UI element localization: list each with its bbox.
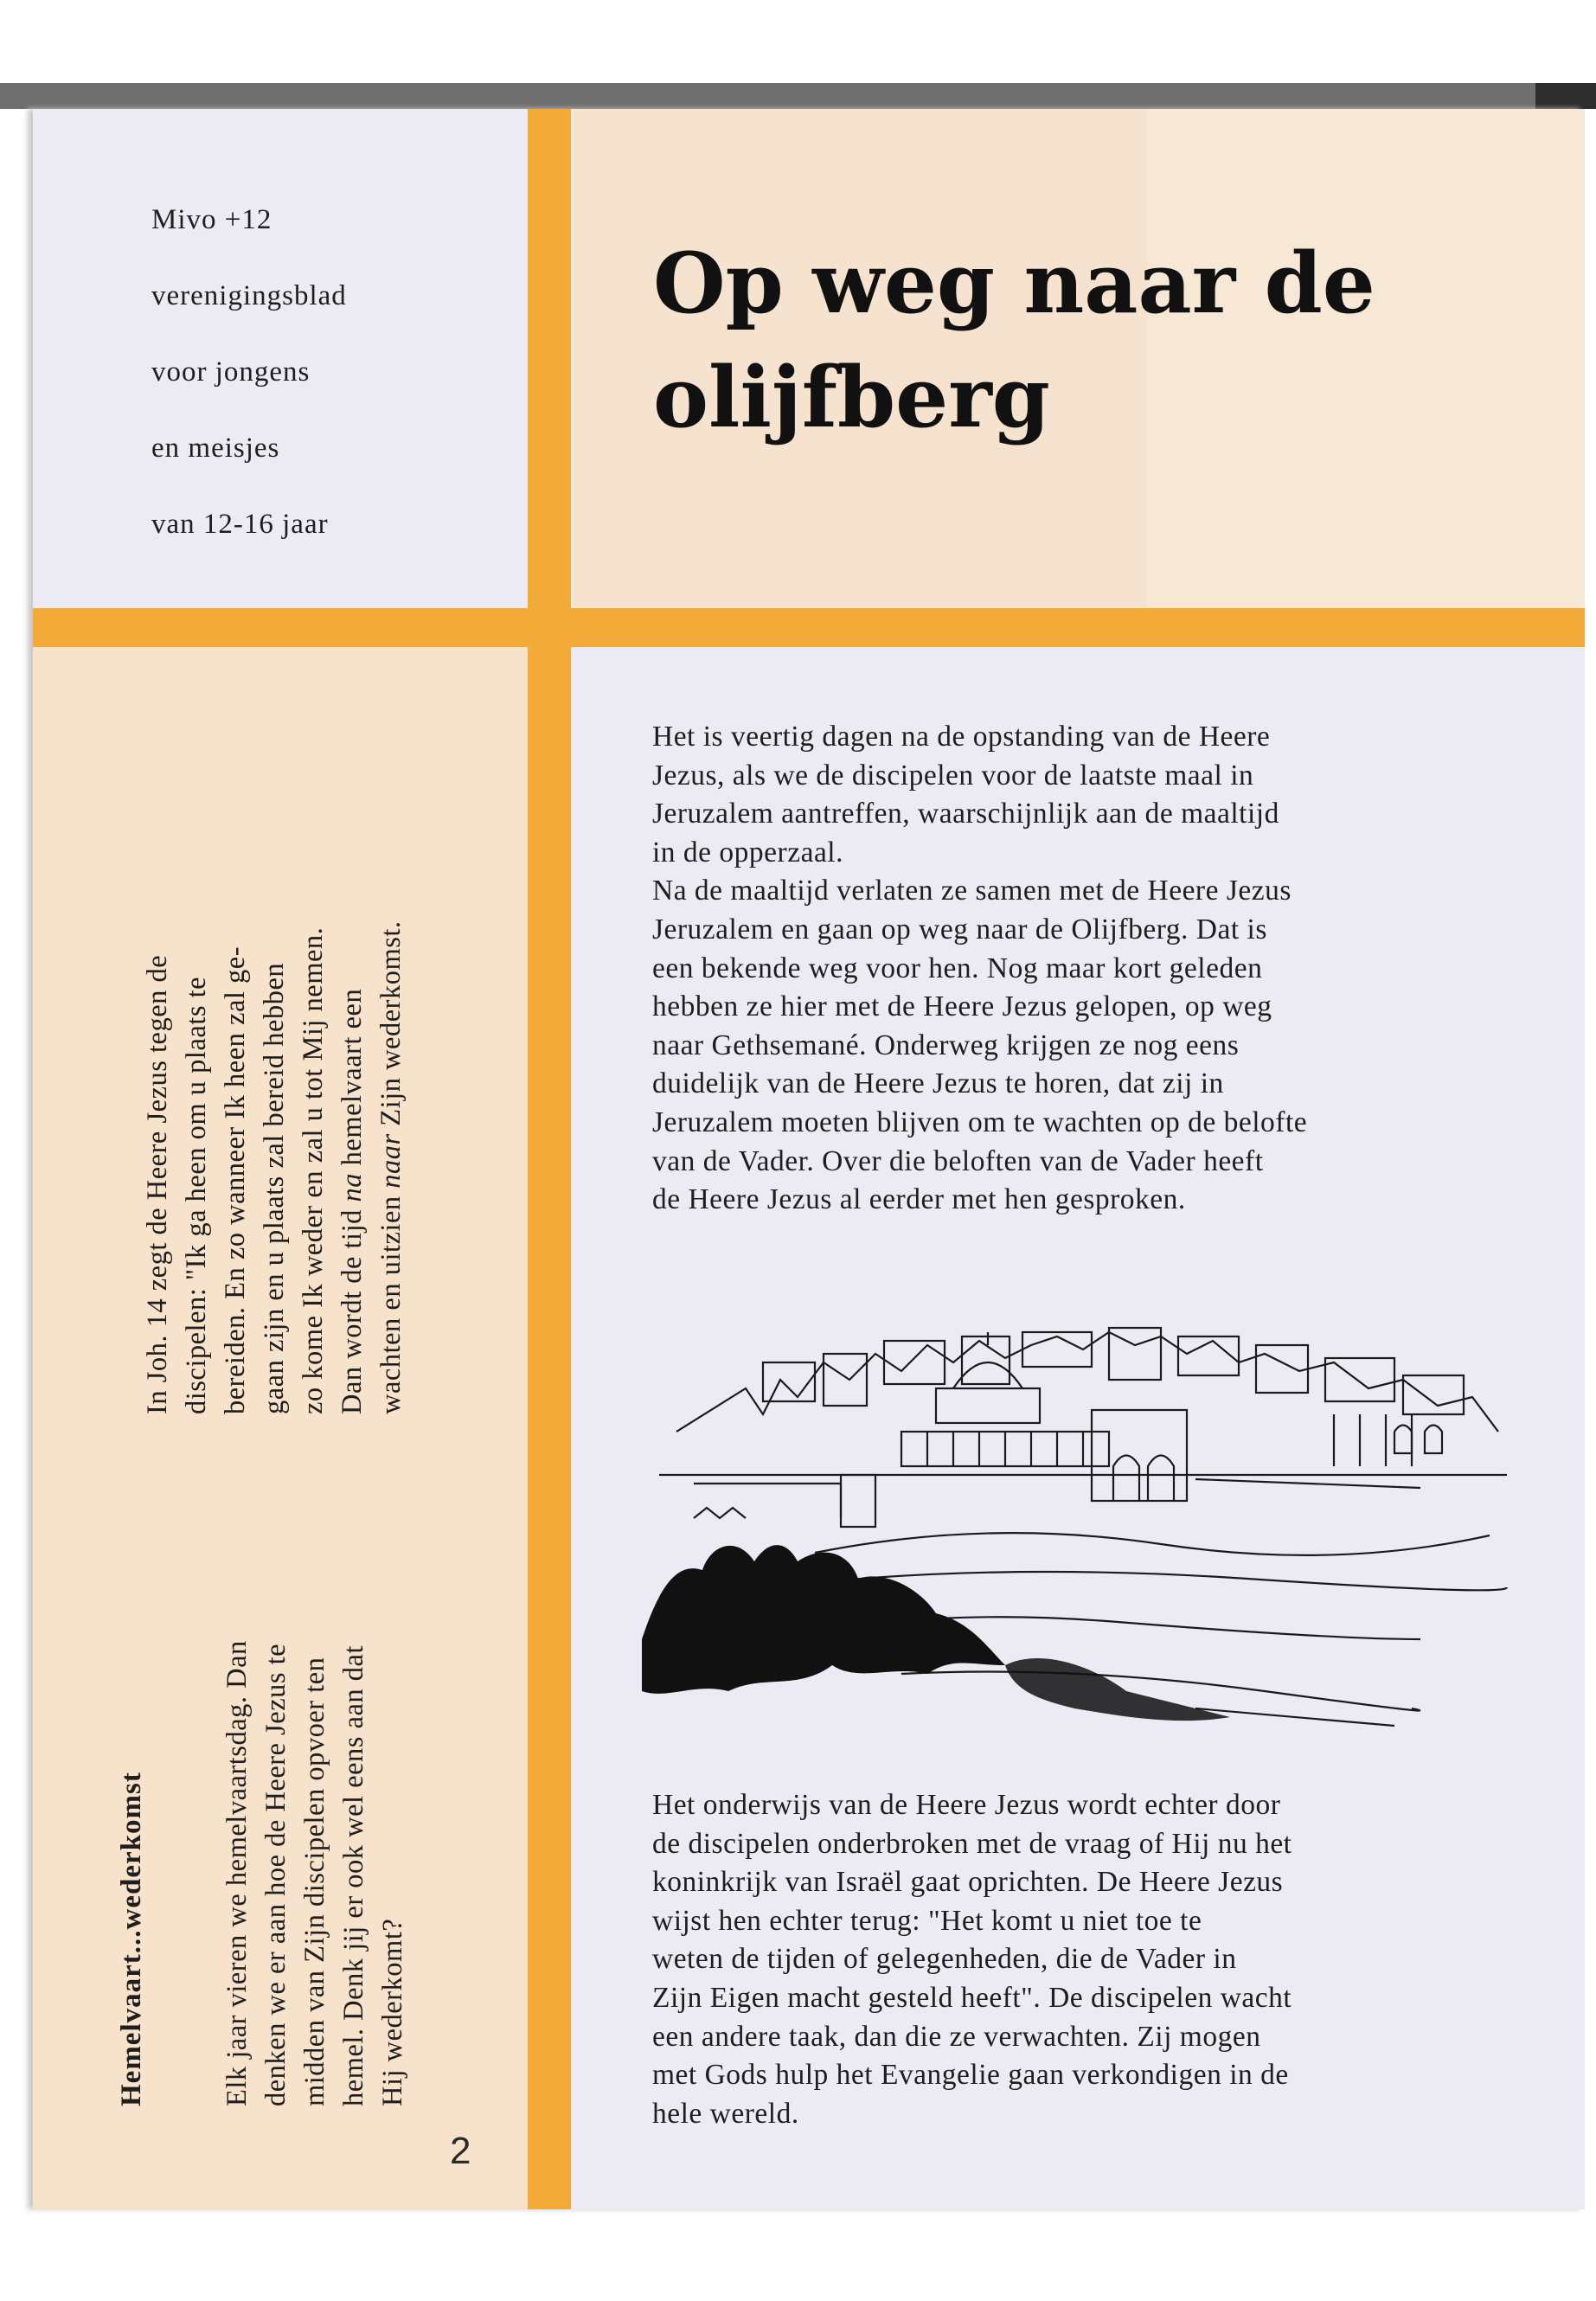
text-line: de discipelen onderbroken met de vraag of Hij nu het: [652, 1827, 1292, 1860]
text-line: koninkrijk van Israël gaat oprichten. De Heere Jezus: [652, 1866, 1284, 1899]
sidebar-paragraph-1: [218, 1640, 413, 2106]
text-line: Het is veertig dagen na de opstanding van de Heere: [652, 721, 1271, 753]
title-line-1: Op weg naar de: [653, 234, 1375, 332]
text-line: midden van Zijn discipelen opvoer ten: [299, 1657, 330, 2106]
text-line: de Heere Jezus al eerder met hen gesproken.: [652, 1183, 1186, 1216]
title-line-2: olijfberg: [653, 349, 1050, 446]
text-line: hemel. Denk jij er ook wel eens aan dat: [338, 1645, 369, 2106]
text-line: Hij wederkomt?: [377, 1918, 408, 2106]
text-line: hebben ze hier met de Heere Jezus gelopen, op weg: [652, 990, 1272, 1023]
article-paragraph-2: [652, 1786, 1517, 2133]
masthead-line: Mivo +12: [151, 204, 272, 235]
text-line: van de Vader. Over die beloften van de Vader heeft: [652, 1144, 1264, 1177]
text-line: wijst hen echter terug: "Het komt u niet toe te: [652, 1904, 1202, 1937]
masthead-line: verenigingsblad: [151, 280, 347, 311]
text-segment: wachten en uitzien: [375, 1188, 407, 1414]
jerusalem-illustration: [642, 1259, 1524, 1760]
sidebar-paragraph-2: [138, 920, 411, 1414]
text-line: In Joh. 14 zegt de Heere Jezus tegen de: [142, 954, 173, 1414]
emphasis: naar: [375, 1133, 407, 1189]
scan-top-edge: [0, 83, 1596, 109]
cross-vertical-bar: [528, 109, 571, 2209]
masthead: [151, 182, 515, 562]
text-segment: hemelvaart een: [337, 988, 368, 1174]
text-line: in de opperzaal.: [652, 836, 843, 868]
text-segment: Zijn wederkomst.: [375, 920, 407, 1134]
text-line: Elk jaar vieren we hemelvaartsdag. Dan: [221, 1640, 253, 2106]
masthead-line: voor jongens: [151, 356, 311, 388]
article-title: [653, 227, 1561, 455]
text-line: Jeruzalem aantreffen, waarschijnlijk aan de maaltijd: [652, 798, 1279, 830]
text-line: een andere taak, dan die ze verwachten. Zij mogen: [652, 2020, 1261, 2053]
masthead-line: en meisjes: [151, 433, 280, 464]
article-paragraph-1: [652, 718, 1517, 1220]
text-line: Het onderwijs van de Heere Jezus wordt echter door: [652, 1789, 1281, 1821]
text-line: Jeruzalem moeten blijven om te wachten op de belofte: [652, 1106, 1308, 1138]
sidebar-heading: Hemelvaart...wederkomst: [116, 1772, 147, 2106]
text-line: Zijn Eigen macht gesteld heeft". De discipelen wacht: [652, 1981, 1292, 2014]
text-line: Na de maaltijd verlaten ze samen met de Heere Jezus: [652, 875, 1292, 907]
text-line: duidelijk van de Heere Jezus te horen, dat zij in: [652, 1067, 1224, 1100]
text-line: met Gods hulp het Evangelie gaan verkondigen in de: [652, 2059, 1289, 2092]
cross-horizontal-bar: [33, 608, 1585, 647]
scan-corner: [1535, 83, 1596, 109]
page-number: 2: [450, 2130, 471, 2172]
text-line: een bekende weg voor hen. Nog maar kort geleden: [652, 952, 1263, 984]
text-line: Jeruzalem en gaan op weg naar de Olijfberg. Dat is: [652, 913, 1267, 945]
text-line: bereiden. En zo wanneer Ik heen zal ge-: [220, 945, 251, 1414]
text-line: [333, 920, 372, 1414]
masthead-line: van 12-16 jaar: [151, 509, 329, 540]
text-line: hele wereld.: [652, 2097, 799, 2130]
text-line: naar Gethsemané. Onderweg krijgen ze nog eens: [652, 1029, 1240, 1061]
text-line: weten de tijden of gelegenheden, die de Vader in: [652, 1943, 1237, 1976]
text-segment: Dan wordt de tijd: [337, 1202, 368, 1414]
text-line: Jezus, als we de discipelen voor de laatste maal in: [652, 759, 1254, 792]
text-line: denken we er aan hoe de Heere Jezus te: [260, 1643, 292, 2106]
text-line: zo kome Ik weder en zal u tot Mij nemen.: [298, 926, 329, 1414]
text-line: gaan zijn en u plaats zal bereid hebben: [259, 962, 290, 1414]
emphasis: na: [337, 1173, 368, 1202]
text-line: [372, 920, 411, 1414]
text-line: discipelen: "Ik ga heen om u plaats te: [181, 976, 212, 1414]
